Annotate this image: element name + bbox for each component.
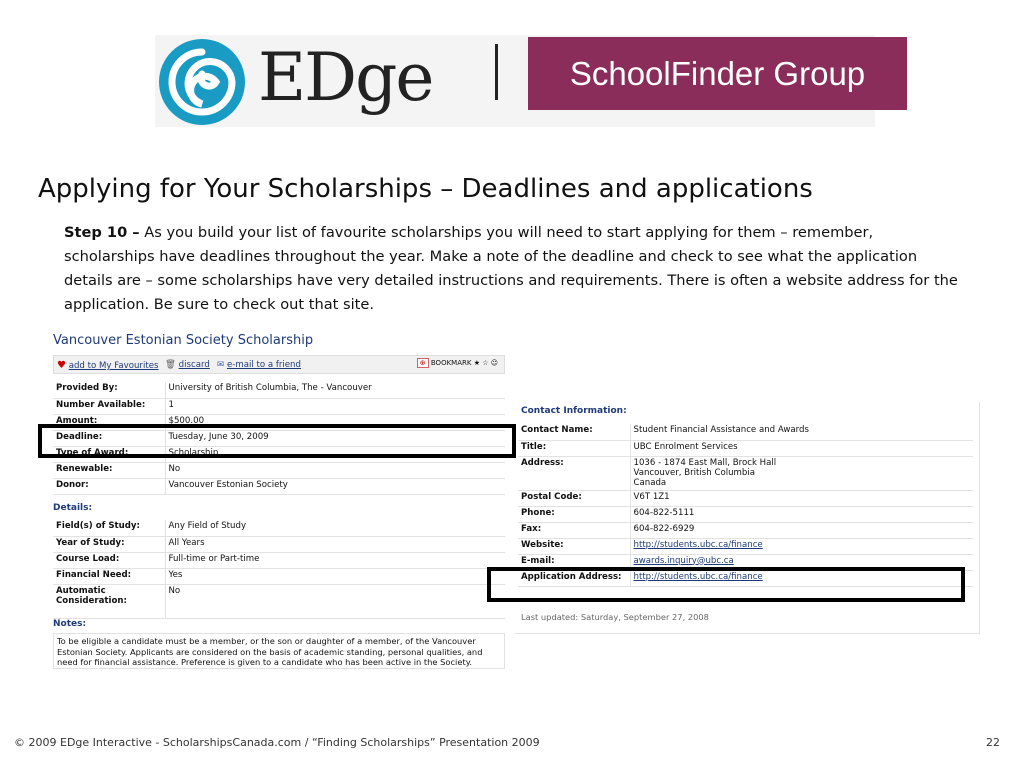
row-value: $500.00 [165, 414, 505, 430]
slide-title: Applying for Your Scholarships – Deadlines and applications [38, 174, 813, 204]
table-row [518, 490, 973, 506]
discard-link[interactable]: discard [178, 360, 210, 370]
row-value: No [165, 584, 505, 618]
table-row [53, 584, 505, 618]
row-value: Any Field of Study [165, 520, 505, 536]
table-row [53, 478, 505, 494]
row-label: Donor: [53, 478, 165, 494]
row-value: No [165, 462, 505, 478]
trash-icon: 🗑 [165, 360, 176, 370]
step-body: As you build your list of favourite scholarships you will need to start applying for them – remember, scholarships have deadlines throughout the year. Make a note of the deadline and check to see what the application details are – some scholarships have very detailed instructions and requirements. There is often a website address for the application. Be sure to check out that site. [64, 224, 958, 313]
row-label: Phone: [518, 506, 630, 522]
row-label: Automatic Consideration: [53, 584, 165, 618]
logo-wordmark: EDge [258, 39, 433, 116]
table-row [518, 538, 973, 554]
row-label: Application Address: [518, 570, 630, 586]
row-label: Address: [518, 456, 630, 490]
step-description [64, 221, 964, 317]
row-label: Postal Code: [518, 490, 630, 506]
row-value: Yes [165, 568, 505, 584]
mail-icon: ✉ [217, 360, 225, 370]
row-label: Type of Award: [53, 446, 165, 462]
row-value: Student Financial Assistance and Awards [630, 424, 973, 440]
row-value[interactable]: http://students.ubc.ca/finance [630, 538, 973, 554]
row-value: 1036 - 1874 East Mall, Brock Hall Vancouver, British Columbia Canada [630, 456, 973, 490]
action-bar [53, 355, 505, 374]
favourite-action[interactable] [57, 360, 158, 371]
row-label: Provided By: [53, 382, 165, 398]
row-label: E-mail: [518, 554, 630, 570]
row-label: Amount: [53, 414, 165, 430]
row-label: Title: [518, 440, 630, 456]
row-label: Website: [518, 538, 630, 554]
row-value[interactable]: http://students.ubc.ca/finance [630, 570, 973, 586]
table-row [518, 456, 973, 490]
row-label: Deadline: [53, 430, 165, 446]
row-value[interactable]: awards.inquiry@ubc.ca [630, 554, 973, 570]
details-heading: Details: [53, 503, 93, 513]
row-label: Number Available: [53, 398, 165, 414]
row-value: Full-time or Part-time [165, 552, 505, 568]
table-row [53, 520, 505, 536]
row-label: Year of Study: [53, 536, 165, 552]
table-row [518, 506, 973, 522]
row-value: 604-822-6929 [630, 522, 973, 538]
notes-heading: Notes: [53, 619, 87, 629]
row-label: Field(s) of Study: [53, 520, 165, 536]
row-value: V6T 1Z1 [630, 490, 973, 506]
row-value: Tuesday, June 30, 2009 [165, 430, 505, 446]
schoolfinder-badge: SchoolFinder Group [528, 37, 907, 110]
row-label: Fax: [518, 522, 630, 538]
application-address-highlight [487, 567, 965, 602]
last-updated: Last updated: Saturday, September 27, 2008 [521, 612, 709, 622]
row-label: Financial Need: [53, 568, 165, 584]
row-label: Contact Name: [518, 424, 630, 440]
swirl-logo-icon [158, 38, 246, 126]
table-row [518, 522, 973, 538]
email-link[interactable]: e-mail to a friend [226, 360, 301, 370]
table-row [53, 382, 505, 398]
row-value: University of British Columbia, The - Vancouver [165, 382, 505, 398]
row-value: UBC Enrolment Services [630, 440, 973, 456]
table-row [53, 536, 505, 552]
row-label: Renewable: [53, 462, 165, 478]
deadline-highlight [38, 424, 516, 458]
table-row [518, 440, 973, 456]
contact-heading: Contact Information: [521, 406, 627, 416]
table-row [53, 462, 505, 478]
contact-table [518, 424, 973, 587]
table-row [518, 424, 973, 440]
email-action[interactable] [217, 360, 301, 370]
table-row [53, 552, 505, 568]
row-value: Vancouver Estonian Society [165, 478, 505, 494]
heart-icon: ♥ [57, 360, 66, 371]
row-value: Scholarship [165, 446, 505, 462]
row-label: Course Load: [53, 552, 165, 568]
page-number: 22 [986, 736, 1000, 749]
footer-copyright: © 2009 EDge Interactive - ScholarshipsCanada.com / “Finding Scholarships” Presentation 2009 [14, 736, 540, 749]
logo-divider [495, 44, 498, 100]
row-value: All Years [165, 536, 505, 552]
favourite-link[interactable]: add to My Favourites [68, 361, 159, 371]
table-row [53, 398, 505, 414]
details-table [53, 520, 505, 619]
share-icons: ★ ☆ ☺ [473, 359, 498, 367]
step-label: Step 10 – [64, 224, 140, 241]
row-value: 1 [165, 398, 505, 414]
bookmark-label: BOOKMARK [430, 359, 472, 367]
row-value: 604-822-5111 [630, 506, 973, 522]
scholarship-title: Vancouver Estonian Society Scholarship [53, 333, 314, 348]
table-row [53, 568, 505, 584]
notes-text: To be eligible a candidate must be a member, or the son or daughter of a member, of the Vancouver Estonian Society. Applicants are considered on the basis of academic standing, personal qualities, and need for financial assistance. Preference is given to a candidate who has been active in the Society. [53, 633, 505, 669]
bookmark-button[interactable] [417, 359, 498, 367]
bookmark-icon: ⊕ [417, 358, 429, 368]
discard-action[interactable] [165, 360, 210, 370]
